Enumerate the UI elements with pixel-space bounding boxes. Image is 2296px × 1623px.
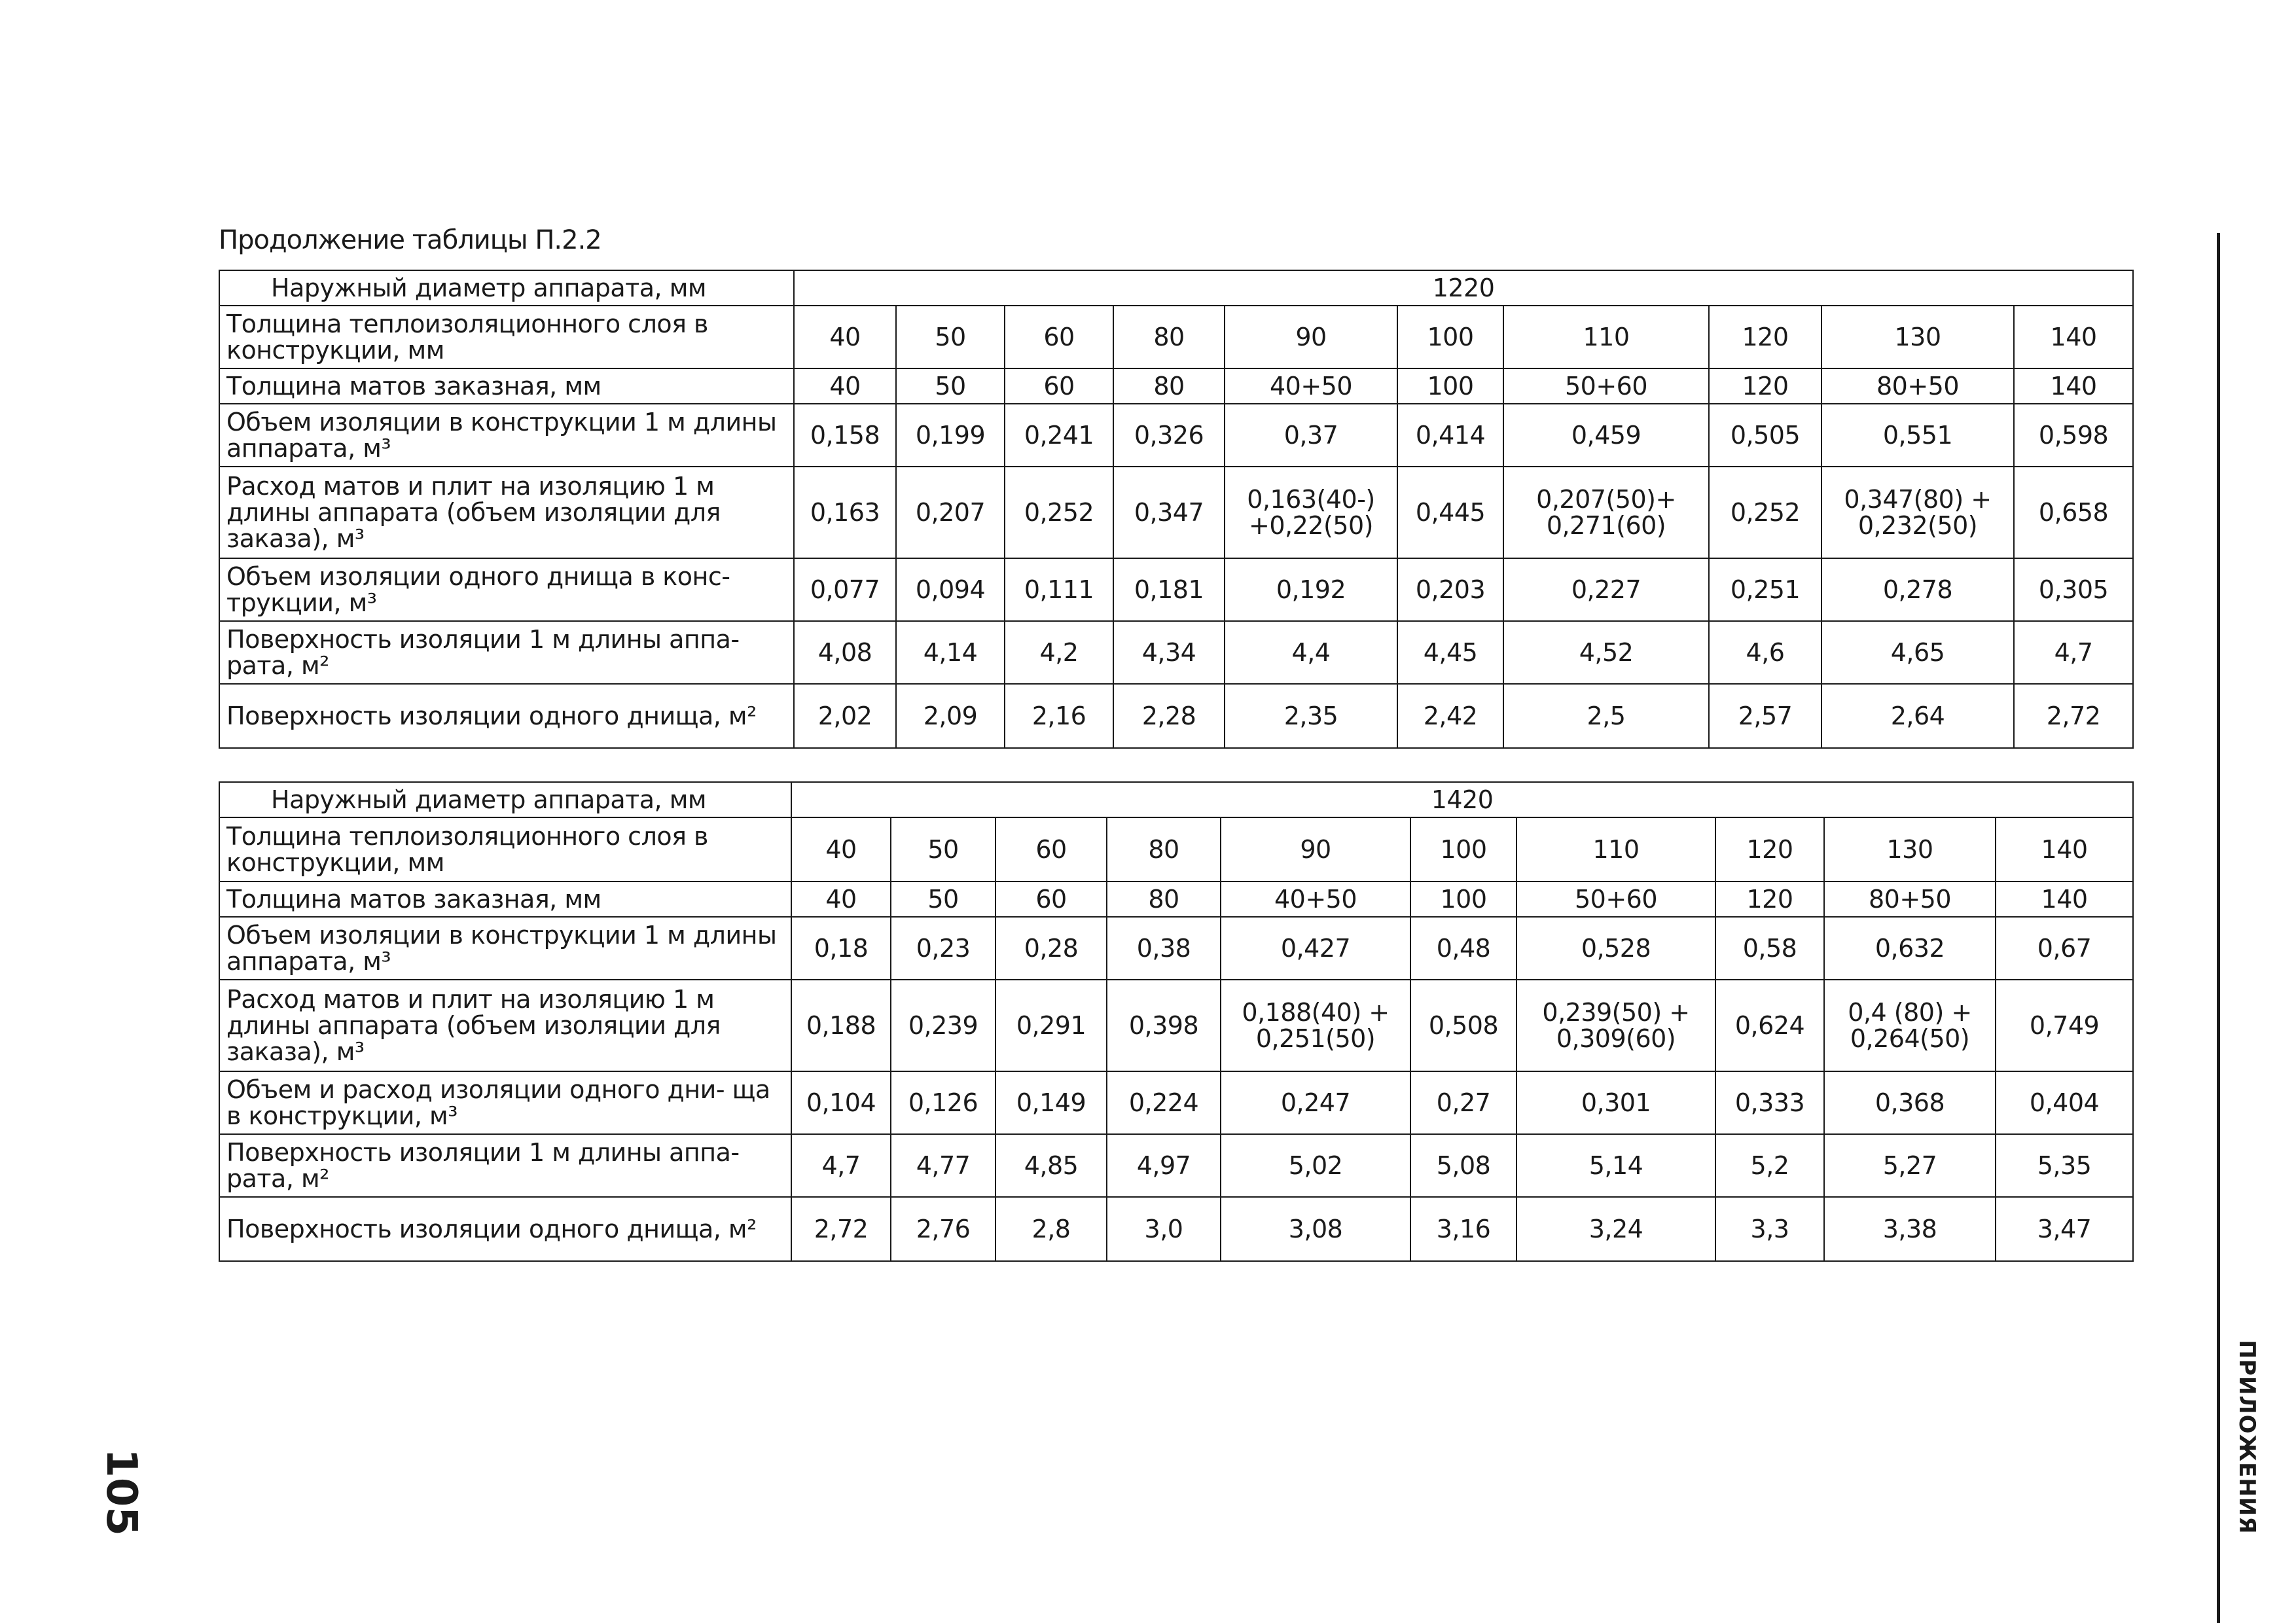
value-cell: 80 [1113, 306, 1225, 368]
value-cell: 0,505 [1709, 404, 1821, 467]
insulation-table-1420 [219, 781, 2134, 1262]
value-cell: 120 [1709, 306, 1821, 368]
value-cell: 5,2 [1715, 1134, 1824, 1197]
row-label: Поверхность изоляции одного днища, м² [219, 1197, 791, 1261]
value-cell: 0,48 [1410, 917, 1516, 980]
value-cell: 0,368 [1824, 1071, 1996, 1134]
value-cell: 3,24 [1516, 1197, 1715, 1261]
value-cell: 0,37 [1225, 404, 1397, 467]
value-cell: 0,528 [1516, 917, 1715, 980]
value-cell: 100 [1410, 882, 1516, 917]
value-cell: 2,5 [1503, 684, 1709, 748]
value-cell: 3,47 [1996, 1197, 2133, 1261]
table-caption: Продолжение таблицы П.2.2 [219, 225, 601, 255]
value-cell: 110 [1516, 817, 1715, 882]
value-cell: 2,76 [891, 1197, 996, 1261]
value-cell: 3,0 [1107, 1197, 1221, 1261]
row-label: Толщина матов заказная, мм [219, 368, 794, 404]
value-cell: 60 [1005, 306, 1113, 368]
value-cell: 0,158 [794, 404, 896, 467]
value-cell: 0,598 [2014, 404, 2133, 467]
header-label-cell: Наружный диаметр аппарата, мм [219, 782, 791, 817]
table-header-row [219, 782, 2133, 817]
value-cell: 50 [891, 817, 996, 882]
value-cell: 0,749 [1996, 980, 2133, 1071]
table-row [219, 917, 2133, 980]
value-cell: 0,239(50) + 0,309(60) [1516, 980, 1715, 1071]
insulation-table-1220 [219, 270, 2134, 749]
value-cell: 80+50 [1821, 368, 2014, 404]
value-cell: 0,23 [891, 917, 996, 980]
value-cell: 0,126 [891, 1071, 996, 1134]
row-label: Поверхность изоляции одного днища, м² [219, 684, 794, 748]
value-cell: 0,077 [794, 558, 896, 621]
page-number [92, 1446, 151, 1538]
row-label: Объем и расход изоляции одного дни- ща в конструкции, м³ [219, 1071, 791, 1134]
row-label: Поверхность изоляции 1 м длины аппа- рата, м² [219, 1134, 791, 1197]
value-cell: 5,14 [1516, 1134, 1715, 1197]
value-cell: 80 [1113, 368, 1225, 404]
value-cell: 0,632 [1824, 917, 1996, 980]
value-cell: 0,38 [1107, 917, 1221, 980]
value-cell: 0,459 [1503, 404, 1709, 467]
value-cell: 0,414 [1397, 404, 1503, 467]
value-cell: 80+50 [1824, 882, 1996, 917]
section-label-text: ПРИЛОЖЕНИЯ [2234, 1340, 2260, 1535]
row-label: Толщина матов заказная, мм [219, 882, 791, 917]
value-cell: 4,08 [794, 621, 896, 684]
diameter-value-cell: 1420 [791, 782, 2133, 817]
value-cell: 0,18 [791, 917, 891, 980]
value-cell: 4,2 [1005, 621, 1113, 684]
row-label: Поверхность изоляции 1 м длины аппа- рата, м² [219, 621, 794, 684]
value-cell: 50+60 [1516, 882, 1715, 917]
value-cell: 0,163(40-) +0,22(50) [1225, 467, 1397, 558]
page-number-text: 105 [97, 1448, 145, 1536]
value-cell: 2,57 [1709, 684, 1821, 748]
value-cell: 4,6 [1709, 621, 1821, 684]
value-cell: 2,72 [791, 1197, 891, 1261]
value-cell: 4,14 [896, 621, 1005, 684]
value-cell: 0,278 [1821, 558, 2014, 621]
value-cell: 2,64 [1821, 684, 2014, 748]
value-cell: 40 [791, 882, 891, 917]
value-cell: 0,624 [1715, 980, 1824, 1071]
table-row [219, 621, 2133, 684]
value-cell: 0,58 [1715, 917, 1824, 980]
row-label: Толщина теплоизоляционного слоя в конструкции, мм [219, 306, 794, 368]
value-cell: 0,252 [1005, 467, 1113, 558]
value-cell: 0,188(40) + 0,251(50) [1221, 980, 1410, 1071]
value-cell: 3,08 [1221, 1197, 1410, 1261]
table-row [219, 980, 2133, 1071]
value-cell: 5,35 [1996, 1134, 2133, 1197]
value-cell: 0,104 [791, 1071, 891, 1134]
value-cell: 40 [791, 817, 891, 882]
value-cell: 2,28 [1113, 684, 1225, 748]
value-cell: 4,45 [1397, 621, 1503, 684]
value-cell: 0,247 [1221, 1071, 1410, 1134]
row-label: Расход матов и плит на изоляцию 1 м длины аппарата (объем изоляции для заказа), м³ [219, 980, 791, 1071]
diameter-value-cell: 1220 [794, 270, 2133, 306]
table-row [219, 467, 2133, 558]
value-cell: 0,347 [1113, 467, 1225, 558]
value-cell: 40+50 [1225, 368, 1397, 404]
value-cell: 5,08 [1410, 1134, 1516, 1197]
row-label: Толщина теплоизоляционного слоя в конструкции, мм [219, 817, 791, 882]
value-cell: 0,181 [1113, 558, 1225, 621]
value-cell: 0,658 [2014, 467, 2133, 558]
value-cell: 80 [1107, 817, 1221, 882]
value-cell: 0,347(80) + 0,232(50) [1821, 467, 2014, 558]
value-cell: 2,42 [1397, 684, 1503, 748]
value-cell: 0,326 [1113, 404, 1225, 467]
value-cell: 0,404 [1996, 1071, 2133, 1134]
value-cell: 120 [1709, 368, 1821, 404]
value-cell: 3,3 [1715, 1197, 1824, 1261]
value-cell: 3,38 [1824, 1197, 1996, 1261]
value-cell: 50 [896, 306, 1005, 368]
value-cell: 60 [996, 882, 1107, 917]
value-cell: 0,207(50)+ 0,271(60) [1503, 467, 1709, 558]
table-row [219, 684, 2133, 748]
value-cell: 50 [896, 368, 1005, 404]
value-cell: 0,291 [996, 980, 1107, 1071]
table-row [219, 817, 2133, 882]
value-cell: 0,28 [996, 917, 1107, 980]
section-label [2234, 1339, 2260, 1535]
value-cell: 0,508 [1410, 980, 1516, 1071]
value-cell: 5,02 [1221, 1134, 1410, 1197]
table-row [219, 1134, 2133, 1197]
value-cell: 130 [1824, 817, 1996, 882]
value-cell: 4,34 [1113, 621, 1225, 684]
value-cell: 140 [1996, 882, 2133, 917]
value-cell: 0,199 [896, 404, 1005, 467]
value-cell: 4,52 [1503, 621, 1709, 684]
value-cell: 4,85 [996, 1134, 1107, 1197]
table-row [219, 1197, 2133, 1261]
value-cell: 0,445 [1397, 467, 1503, 558]
row-label: Расход матов и плит на изоляцию 1 м длины аппарата (объем изоляции для заказа), м³ [219, 467, 794, 558]
table-row [219, 1071, 2133, 1134]
value-cell: 140 [2014, 368, 2133, 404]
value-cell: 0,241 [1005, 404, 1113, 467]
header-label-cell: Наружный диаметр аппарата, мм [219, 270, 794, 306]
value-cell: 0,252 [1709, 467, 1821, 558]
value-cell: 90 [1221, 817, 1410, 882]
value-cell: 0,301 [1516, 1071, 1715, 1134]
table-row [219, 368, 2133, 404]
row-label: Объем изоляции одного днища в конс- трукции, м³ [219, 558, 794, 621]
value-cell: 0,188 [791, 980, 891, 1071]
value-cell: 2,16 [1005, 684, 1113, 748]
value-cell: 60 [1005, 368, 1113, 404]
value-cell: 110 [1503, 306, 1709, 368]
row-label: Объем изоляции в конструкции 1 м длины аппарата, м³ [219, 404, 794, 467]
value-cell: 0,094 [896, 558, 1005, 621]
value-cell: 40 [794, 306, 896, 368]
value-cell: 0,27 [1410, 1071, 1516, 1134]
value-cell: 130 [1821, 306, 2014, 368]
value-cell: 0,192 [1225, 558, 1397, 621]
table-row [219, 558, 2133, 621]
value-cell: 0,207 [896, 467, 1005, 558]
vertical-rule [2217, 233, 2220, 1623]
value-cell: 2,35 [1225, 684, 1397, 748]
value-cell: 0,251 [1709, 558, 1821, 621]
value-cell: 5,27 [1824, 1134, 1996, 1197]
value-cell: 4,97 [1107, 1134, 1221, 1197]
value-cell: 80 [1107, 882, 1221, 917]
value-cell: 0,67 [1996, 917, 2133, 980]
value-cell: 3,16 [1410, 1197, 1516, 1261]
value-cell: 0,111 [1005, 558, 1113, 621]
value-cell: 120 [1715, 882, 1824, 917]
value-cell: 50 [891, 882, 996, 917]
value-cell: 4,77 [891, 1134, 996, 1197]
value-cell: 120 [1715, 817, 1824, 882]
value-cell: 0,4 (80) + 0,264(50) [1824, 980, 1996, 1071]
value-cell: 0,398 [1107, 980, 1221, 1071]
value-cell: 140 [1996, 817, 2133, 882]
table-row [219, 882, 2133, 917]
value-cell: 2,02 [794, 684, 896, 748]
row-label: Объем изоляции в конструкции 1 м длины аппарата, м³ [219, 917, 791, 980]
value-cell: 0,224 [1107, 1071, 1221, 1134]
value-cell: 0,163 [794, 467, 896, 558]
value-cell: 4,7 [2014, 621, 2133, 684]
value-cell: 4,7 [791, 1134, 891, 1197]
value-cell: 0,333 [1715, 1071, 1824, 1134]
value-cell: 0,551 [1821, 404, 2014, 467]
value-cell: 40+50 [1221, 882, 1410, 917]
value-cell: 100 [1397, 368, 1503, 404]
value-cell: 2,8 [996, 1197, 1107, 1261]
value-cell: 0,149 [996, 1071, 1107, 1134]
value-cell: 0,239 [891, 980, 996, 1071]
value-cell: 0,305 [2014, 558, 2133, 621]
value-cell: 90 [1225, 306, 1397, 368]
value-cell: 4,4 [1225, 621, 1397, 684]
value-cell: 60 [996, 817, 1107, 882]
value-cell: 2,09 [896, 684, 1005, 748]
value-cell: 40 [794, 368, 896, 404]
value-cell: 0,427 [1221, 917, 1410, 980]
value-cell: 0,203 [1397, 558, 1503, 621]
value-cell: 0,227 [1503, 558, 1709, 621]
table-row [219, 404, 2133, 467]
value-cell: 100 [1397, 306, 1503, 368]
value-cell: 50+60 [1503, 368, 1709, 404]
value-cell: 100 [1410, 817, 1516, 882]
value-cell: 4,65 [1821, 621, 2014, 684]
value-cell: 2,72 [2014, 684, 2133, 748]
table-header-row [219, 270, 2133, 306]
table-row [219, 306, 2133, 368]
value-cell: 140 [2014, 306, 2133, 368]
